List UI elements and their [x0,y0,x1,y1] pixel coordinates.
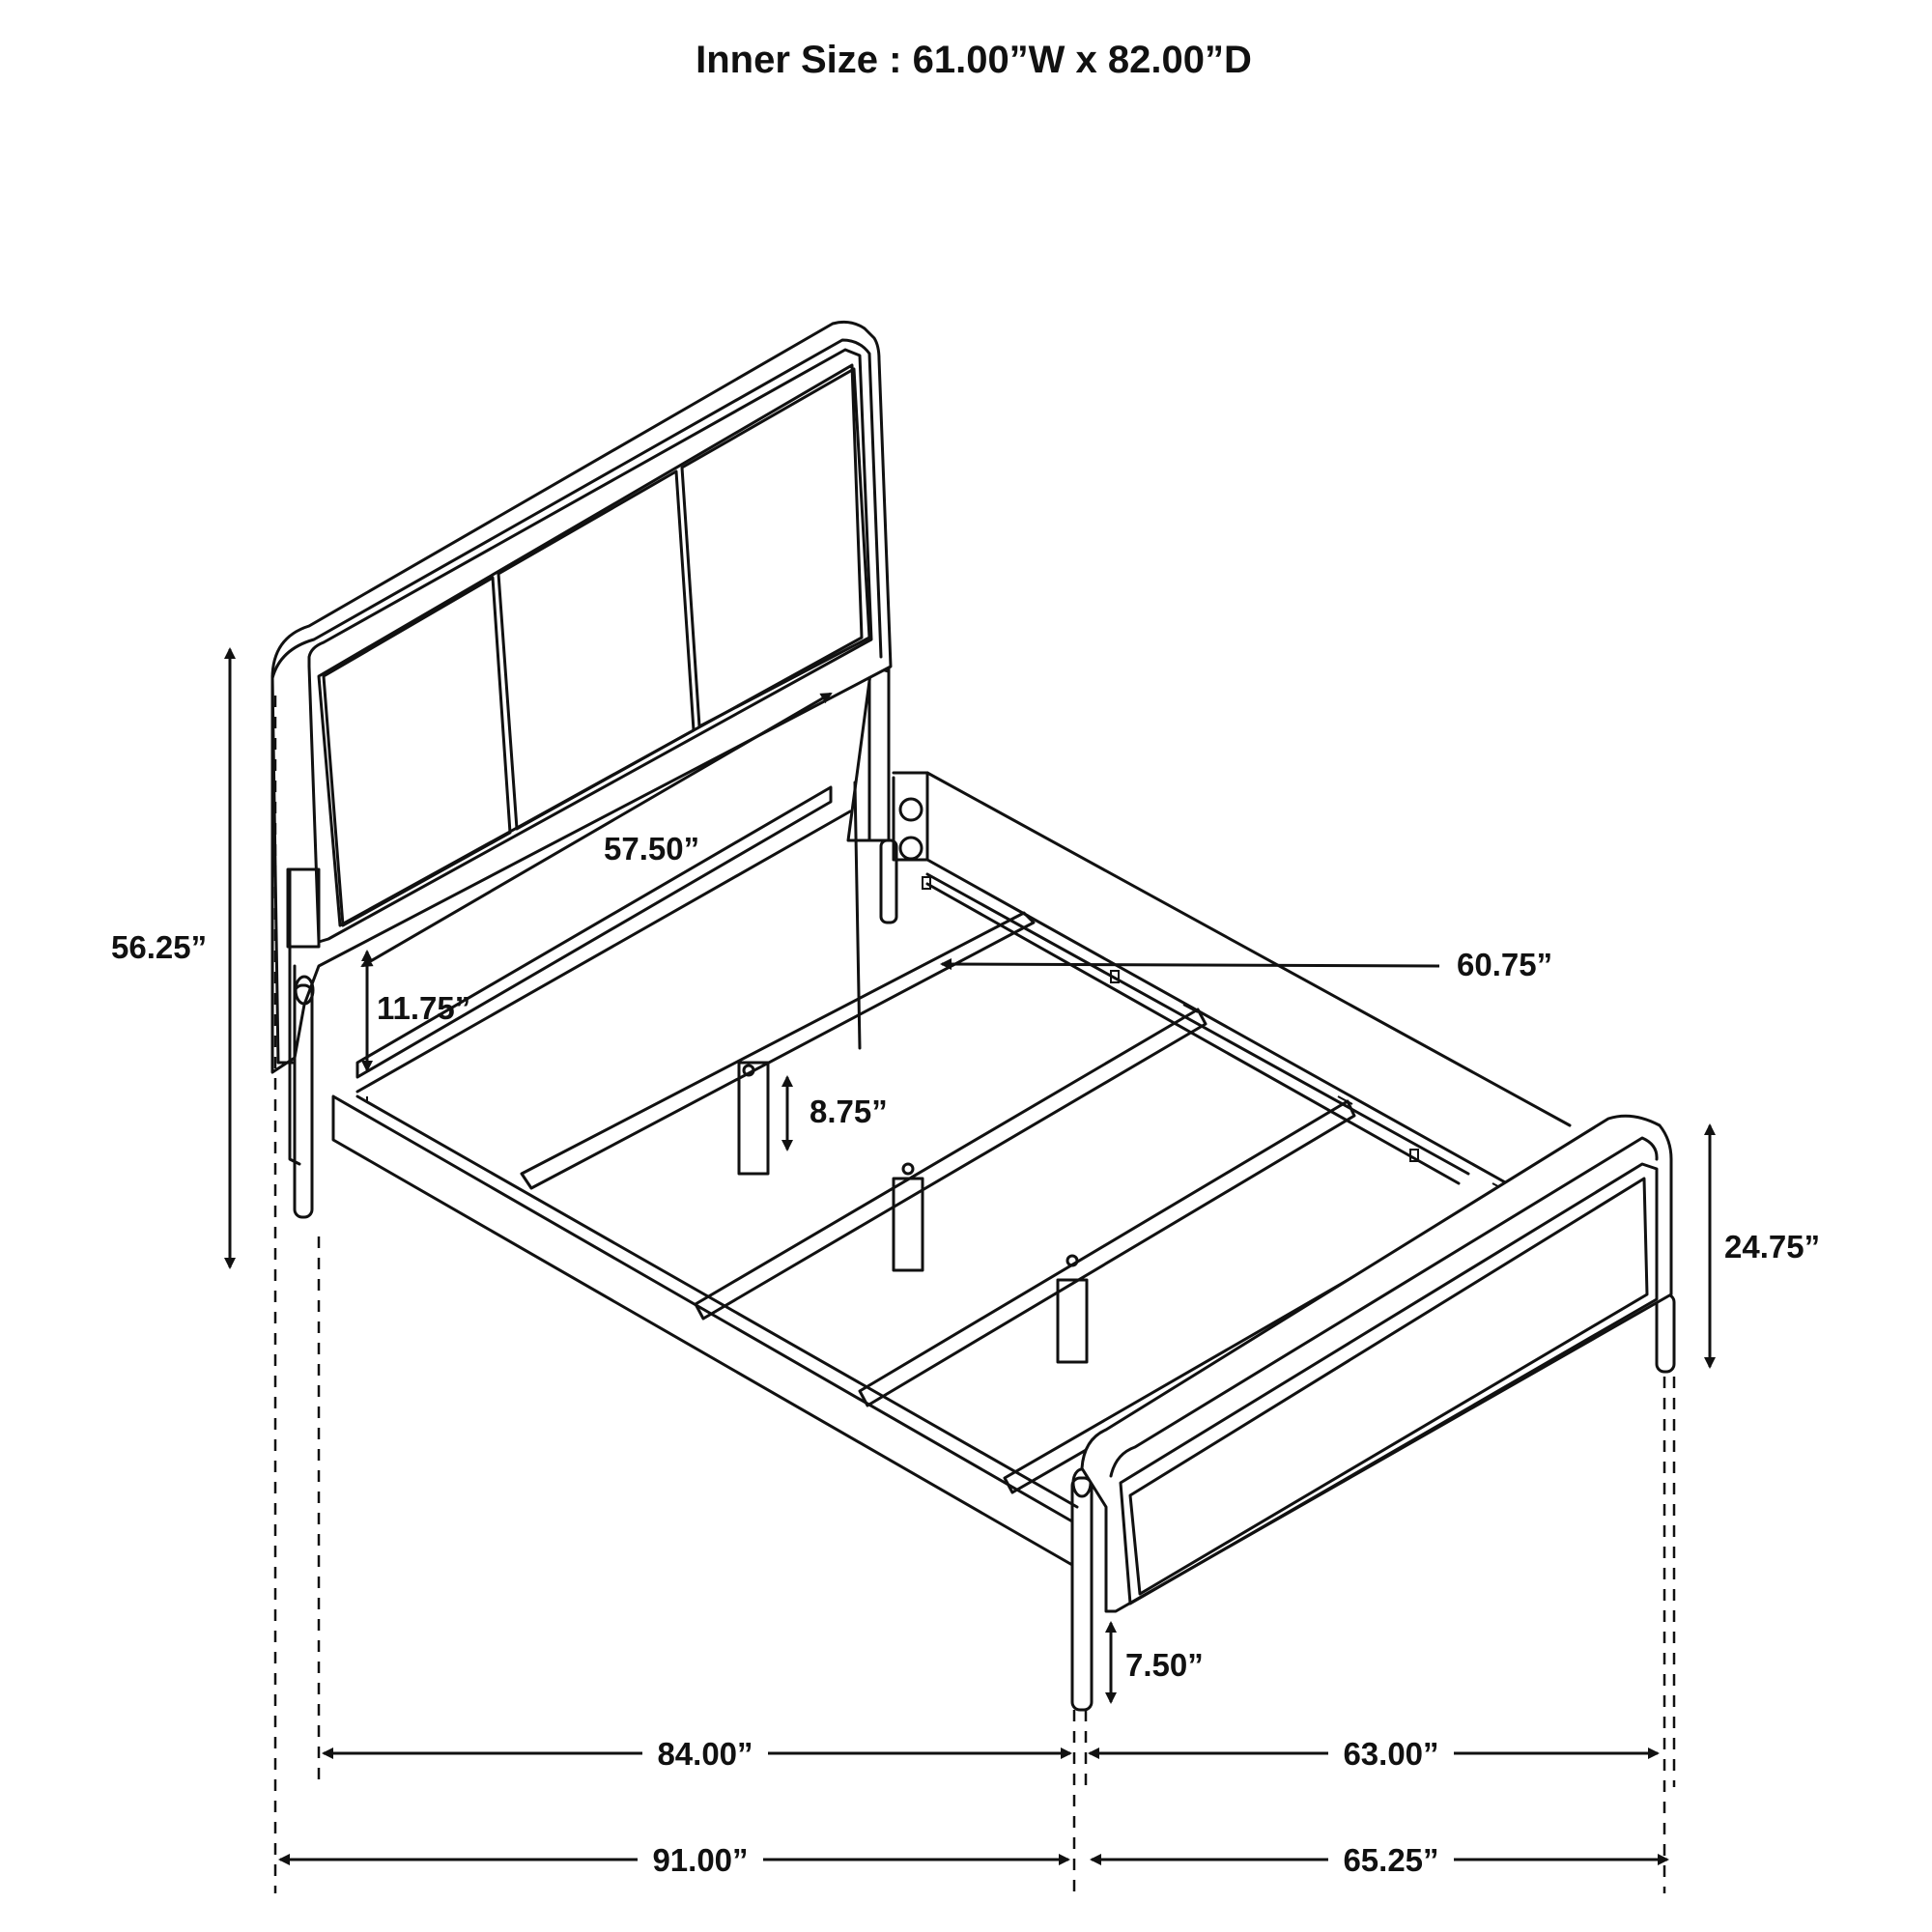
dim-rail-length [942,947,1552,982]
label-inner-length: 84.00” [657,1736,753,1772]
dim-headboard-height [111,649,230,1267]
label-footboard-height: 24.75” [1724,1229,1821,1264]
label-overall-length: 91.00” [652,1842,749,1878]
dim-headboard-clearance [367,952,470,1070]
label-slat-support: 8.75” [810,1094,888,1129]
dim-footboard-height [1710,1125,1820,1367]
dim-inner-length [324,1729,1070,1777]
label-headboard-clearance: 11.75” [377,990,471,1026]
dim-inner-width [1090,1729,1658,1777]
label-inner-width: 63.00” [1343,1736,1439,1772]
label-headboard-height: 56.25” [111,929,208,965]
side-rail-left [333,1096,1077,1565]
dim-overall-width [1092,1835,1667,1884]
footboard [1072,1116,1674,1710]
dim-footboard-clearance [1111,1623,1204,1702]
dim-slat-support [787,1077,888,1150]
label-overall-width: 65.25” [1343,1842,1439,1878]
headboard [272,322,896,1217]
label-footboard-clearance: 7.50” [1125,1647,1204,1683]
label-rail-length: 60.75” [1457,947,1553,982]
dim-overall-length [280,1835,1068,1884]
page-title: Inner Size : 61.00”W x 82.00”D [696,39,1252,81]
label-headboard-width: 57.50” [604,831,700,867]
